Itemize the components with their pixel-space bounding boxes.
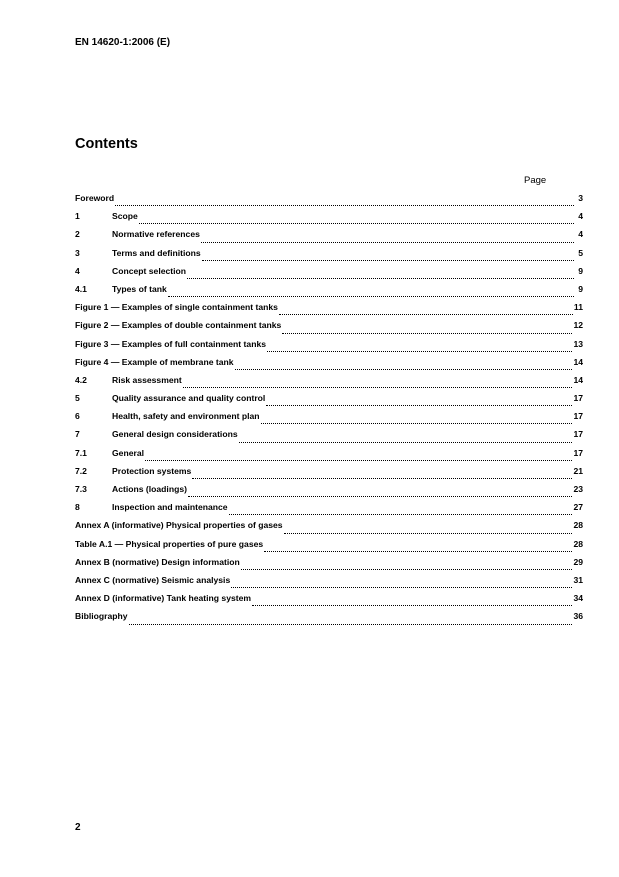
toc-dot-leader (267, 351, 572, 352)
toc-entry-page: 17 (573, 429, 583, 440)
toc-entry-page: 28 (573, 538, 583, 549)
page-title: Contents (75, 136, 138, 152)
toc-entry[interactable] (75, 266, 583, 284)
toc-dot-leader (235, 369, 573, 370)
toc-entry[interactable] (75, 375, 583, 393)
toc-entry-page: 27 (573, 502, 583, 513)
toc-entry-title: Annex B (normative) Design information (75, 556, 240, 567)
toc-entry-page: 3 (578, 193, 583, 203)
toc-entry-page: 5 (578, 247, 583, 258)
toc-entry-number: 4 (75, 265, 80, 276)
toc-entry-title: Types of tank (112, 283, 167, 294)
toc-entry-page: 11 (573, 302, 583, 313)
toc-dot-leader (201, 242, 574, 243)
toc-entry-number: 7.2 (75, 465, 87, 476)
toc-entry-title: Normative references (112, 229, 200, 240)
toc-entry[interactable] (75, 211, 583, 229)
toc-dot-leader (188, 496, 572, 497)
toc-entry-title: Figure 3 — Examples of full containment tanks (75, 338, 267, 349)
toc-entry-title: Figure 1 — Examples of single containment tanks (75, 302, 278, 313)
toc-entry[interactable] (75, 302, 583, 320)
toc-entry-title: Figure 4 — Example of membrane tank (75, 356, 234, 367)
toc-entry-page: 12 (573, 320, 583, 331)
toc-dot-leader (129, 624, 573, 625)
toc-entry[interactable] (75, 593, 583, 611)
toc-entry[interactable] (75, 339, 583, 357)
toc-entry-title: Health, safety and environment plan (112, 411, 260, 422)
toc-entry[interactable] (75, 539, 583, 557)
toc-entry-page: 13 (573, 338, 583, 349)
toc-dot-leader (168, 296, 574, 297)
toc-entry-title: Annex C (normative) Seismic analysis (75, 574, 231, 585)
toc-entry-title: Foreword (75, 193, 115, 203)
toc-entry-number: 7.3 (75, 484, 87, 494)
toc-entry[interactable] (75, 466, 583, 484)
toc-entry-title: Scope (112, 211, 138, 222)
toc-entry-page: 31 (573, 574, 583, 585)
toc-entry-title: Terms and definitions (112, 247, 201, 258)
toc-dot-leader (183, 387, 573, 388)
toc-entry-title: Annex A (informative) Physical properties of gases (75, 520, 283, 531)
toc-entry-number: 1 (75, 211, 80, 222)
toc-entry-title: Table A.1 — Physical properties of pure gases (75, 538, 264, 549)
toc-dot-leader (202, 260, 574, 261)
toc-entry-page: 21 (573, 465, 583, 476)
toc-entry[interactable] (75, 320, 583, 338)
toc-dot-leader (282, 333, 572, 334)
toc-entry[interactable] (75, 502, 583, 520)
toc-entry-number: 5 (75, 393, 80, 404)
toc-dot-leader (145, 460, 572, 461)
toc-entry-page: 9 (578, 283, 583, 294)
toc-entry-number: 7 (75, 429, 80, 440)
toc-dot-leader (239, 442, 573, 443)
toc-dot-leader (187, 278, 574, 279)
toc-dot-leader (279, 314, 573, 315)
toc-entry-title: Annex D (informative) Tank heating system (75, 593, 252, 604)
toc-entry-number: 8 (75, 502, 80, 513)
toc-dot-leader (261, 423, 573, 424)
toc-dot-leader (231, 587, 572, 588)
toc-entry-page: 28 (573, 520, 583, 531)
toc-entry-title: Inspection and maintenance (112, 502, 228, 513)
toc-entry[interactable] (75, 193, 583, 211)
toc-entry-title: General (112, 447, 145, 458)
toc-entry-number: 3 (75, 247, 80, 258)
toc-dot-leader (192, 478, 572, 479)
toc-dot-leader (264, 551, 572, 552)
toc-entry[interactable] (75, 357, 583, 375)
toc-entry-title: Quality assurance and quality control (112, 393, 266, 404)
toc-entry[interactable] (75, 520, 583, 538)
toc-entry-page: 17 (573, 393, 583, 404)
page-number: 2 (75, 822, 81, 833)
toc-dot-leader (252, 605, 572, 606)
toc-entry-title: Bibliography (75, 611, 128, 622)
toc-dot-leader (115, 205, 574, 206)
toc-dot-leader (241, 569, 573, 570)
document-header-id: EN 14620-1:2006 (E) (75, 37, 171, 48)
toc-entry-page: 23 (573, 484, 583, 494)
toc-entry-page: 9 (578, 265, 583, 276)
toc-entry[interactable] (75, 484, 583, 502)
toc-entry[interactable] (75, 248, 583, 266)
toc-entry-page: 14 (573, 374, 583, 385)
toc-entry[interactable] (75, 393, 583, 411)
toc-entry[interactable] (75, 429, 583, 447)
toc-dot-leader (229, 514, 573, 515)
toc-entry[interactable] (75, 575, 583, 593)
toc-entry[interactable] (75, 229, 583, 247)
toc-entry-number: 7.1 (75, 447, 87, 458)
toc-entry-page: 34 (573, 593, 583, 604)
toc-entry[interactable] (75, 557, 583, 575)
toc-entry-page: 36 (573, 611, 583, 622)
toc-entry[interactable] (75, 284, 583, 302)
toc-entry-title: Figure 2 — Examples of double containment tanks (75, 320, 282, 331)
toc-entry[interactable] (75, 611, 583, 629)
toc-entry-title: Protection systems (112, 465, 192, 476)
toc-entry-page: 17 (573, 411, 583, 422)
toc-entry-title: General design considerations (112, 429, 238, 440)
toc-entry[interactable] (75, 411, 583, 429)
toc-dot-leader (284, 533, 573, 534)
toc-entry-page: 4 (578, 229, 583, 240)
toc-entry-title: Risk assessment (112, 374, 182, 385)
toc-entry-title: Concept selection (112, 265, 187, 276)
toc-entry-page: 29 (573, 556, 583, 567)
toc-dot-leader (266, 405, 572, 406)
toc-dot-leader (139, 223, 574, 224)
toc-entry-page: 14 (573, 356, 583, 367)
toc-entry-number: 2 (75, 229, 80, 240)
table-of-contents (75, 193, 583, 630)
toc-entry-number: 6 (75, 411, 80, 422)
toc-entry-number: 4.1 (75, 283, 87, 294)
toc-entry[interactable] (75, 448, 583, 466)
toc-entry-title: Actions (loadings) (112, 484, 187, 494)
toc-entry-page: 17 (573, 447, 583, 458)
toc-entry-page: 4 (578, 211, 583, 222)
page-column-label: Page (524, 175, 547, 186)
toc-entry-number: 4.2 (75, 374, 87, 385)
